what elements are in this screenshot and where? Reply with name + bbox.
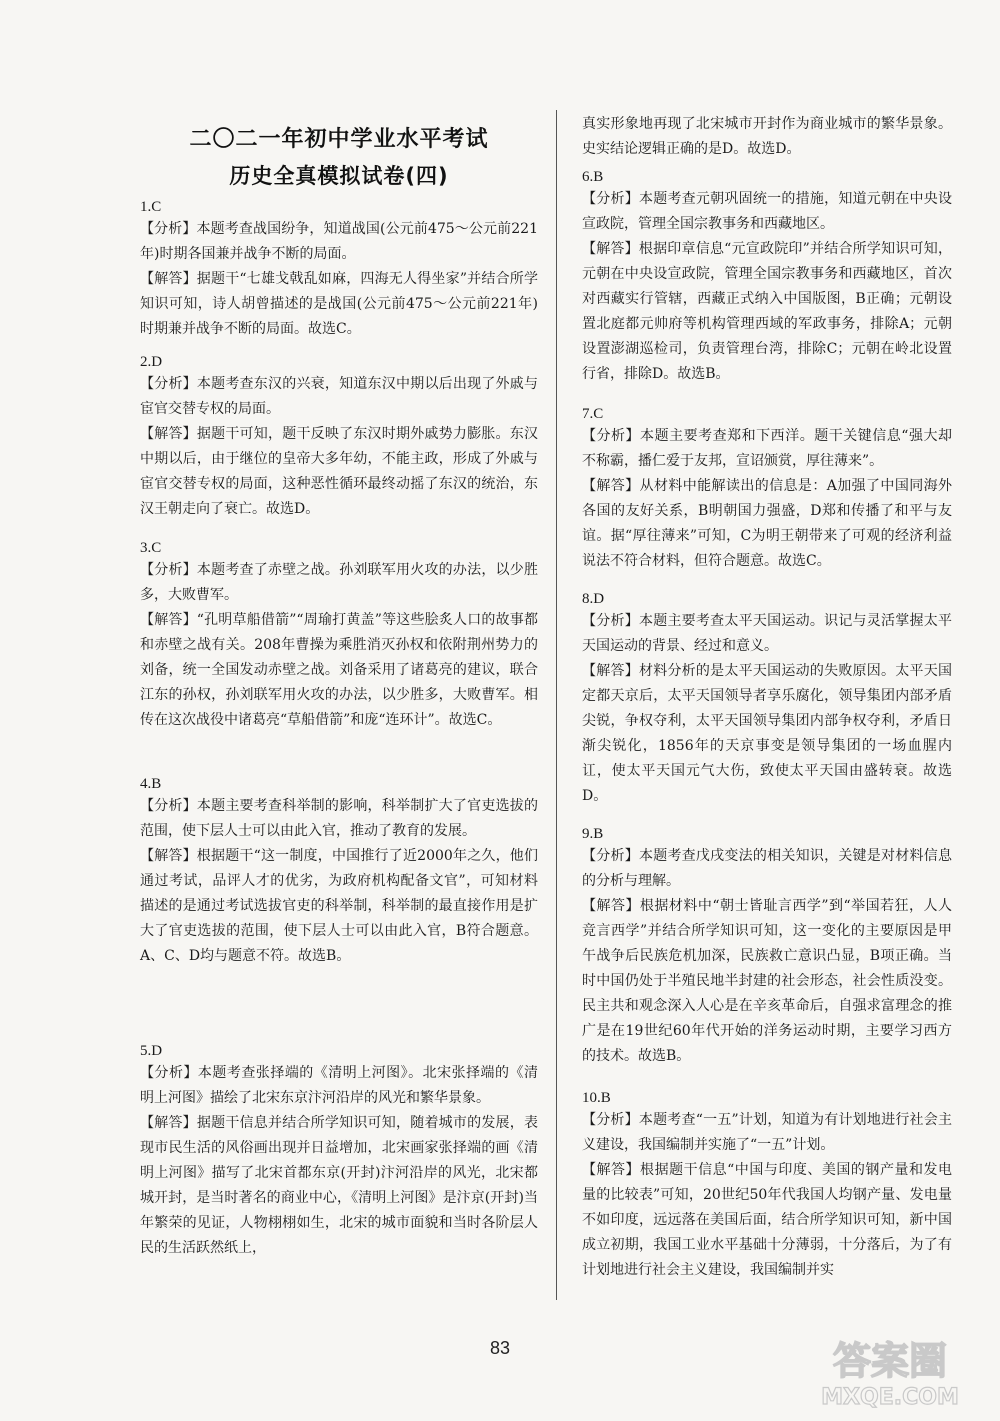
question-1 bbox=[140, 197, 538, 342]
answer-text: 【解答】据题干“七雄戈戟乱如麻，四海无人得坐家”并结合所学知识可知，诗人胡曾描述的是战国(公元前475～公元前221年)时期兼并战争不断的局面。故选C。 bbox=[140, 271, 538, 337]
question-number: 6.B bbox=[582, 169, 604, 185]
answer-text: 【解答】“孔明草船借箭”“周瑜打黄盖”等这些脍炙人口的故事都和赤壁之战有关。208年曹操为乘胜消灭孙权和依附荆州势力的刘备，统一全国发动赤壁之战。刘备采用了诸葛亮的建议，联合江东的孙权，孙刘联军用火攻的办法，以少胜多，大败曹军。相传在这次战役中诸葛亮“草船借箭”和庞“连环计”。故选C。 bbox=[140, 612, 538, 728]
question-number: 8.D bbox=[582, 591, 605, 607]
analysis-text: 【分析】本题考查戊戌变法的相关知识，关键是对材料信息的分析与理解。 bbox=[582, 848, 952, 889]
answer-text: 【解答】从材料中能解读出的信息是：A加强了中国同海外各国的友好关系，B明朝国力强盛，D郑和传播了和平与友谊。据“厚往薄来”可知，C为明王朝带来了可观的经济利益说法不符合材料，但符合题意。故选C。 bbox=[582, 478, 952, 569]
analysis-text: 【分析】本题考查战国纷争，知道战国(公元前475～公元前221年)时期各国兼并战争不断的局面。 bbox=[140, 221, 538, 262]
question-number: 3.C bbox=[140, 540, 162, 556]
question-6 bbox=[582, 167, 952, 387]
question-number: 2.D bbox=[140, 354, 163, 370]
answer-text: 【解答】据题干可知，题干反映了东汉时期外戚势力膨胀。东汉中期以后，由于继位的皇帝大多年幼，不能主政，形成了外戚与宦官交替专权的局面，这种恶性循环最终动摇了东汉的统治，东汉王朝走向了衰亡。故选D。 bbox=[140, 426, 538, 517]
analysis-text: 【分析】本题主要考查科举制的影响，科举制扩大了官吏选拔的范围，使下层人士可以由此入官，推动了教育的发展。 bbox=[140, 798, 538, 839]
page-number: 83 bbox=[489, 1338, 511, 1358]
watermark-logo bbox=[790, 1330, 990, 1410]
answer-text: 【解答】据题干信息并结合所学知识可知，随着城市的发展，表现市民生活的风俗画出现并日益增加，北宋画家张择端的画《清明上河图》描写了北宋首都东京(开封)汴河沿岸的风光，北宋都城开封，是当时著名的商业中心，《清明上河图》是汴京(开封)当年繁荣的见证，人物栩栩如生，北宋的城市面貌和当时各阶层人民的生活跃然纸上， bbox=[140, 1115, 538, 1256]
question-number: 5.D bbox=[140, 1043, 163, 1059]
question-2 bbox=[140, 352, 538, 522]
question-7 bbox=[582, 404, 952, 574]
analysis-text: 【分析】本题考查“一五”计划，知道为有计划地进行社会主义建设，我国编制并实施了“一五”计划。 bbox=[582, 1112, 952, 1153]
question-3 bbox=[140, 538, 538, 733]
analysis-text: 【分析】本题主要考查郑和下西洋。题干关键信息“强大却不称霸，播仁爱于友邦，宣诏颁赏，厚往薄来”。 bbox=[582, 428, 952, 469]
analysis-text: 【分析】本题考查东汉的兴衰，知道东汉中期以后出现了外戚与宦官交替专权的局面。 bbox=[140, 376, 538, 417]
watermark-top-text: 答案圈 bbox=[832, 1339, 948, 1383]
continued-text: 真实形象地再现了北宋城市开封作为商业城市的繁华景象。史实结论逻辑正确的是D。故选D。 bbox=[582, 116, 952, 157]
question-5-continued bbox=[582, 112, 952, 162]
question-number: 9.B bbox=[582, 826, 604, 842]
question-10 bbox=[582, 1088, 952, 1283]
page-title: 二〇二一年初中学业水平考试 bbox=[189, 127, 489, 152]
question-number: 4.B bbox=[140, 776, 162, 792]
answer-text: 【解答】根据材料中“朝士皆耻言西学”到“举国若狂，人人竞言西学”并结合所学知识可知，这一变化的主要原因是甲午战争后民族危机加深，民族救亡意识凸显，B项正确。当时中国仍处于半殖民地半封建的社会形态，社会性质没变。民主共和观念深入人心是在辛亥革命后，自强求富理念的推广是在19世纪60年代开始的洋务运动时期，主要学习西方的技术。故选B。 bbox=[582, 898, 952, 1064]
analysis-text: 【分析】本题考查张择端的《清明上河图》。北宋张择端的《清明上河图》描绘了北宋东京汴河沿岸的风光和繁华景象。 bbox=[140, 1065, 538, 1106]
analysis-text: 【分析】本题考查了赤壁之战。孙刘联军用火攻的办法，以少胜多，大败曹军。 bbox=[140, 562, 538, 603]
question-8 bbox=[582, 589, 952, 809]
answer-text: 【解答】材料分析的是太平天国运动的失败原因。太平天国定都天京后，太平天国领导者享乐腐化，领导集团内部矛盾尖锐，争权夺利，太平天国领导集团内部争权夺利，矛盾日渐尖锐化，1856年的天京事变是领导集团的一场血腥内讧，使太平天国元气大伤，致使太平天国由盛转衰。故选D。 bbox=[582, 663, 952, 804]
question-number: 1.C bbox=[140, 199, 162, 215]
answer-text: 【解答】根据题干“这一制度，中国推行了近2000年之久，他们通过考试，品评人才的优劣，为政府机构配备文官”，可知材料描述的是通过考试选拔官吏的科举制，科举制的最直接作用是扩大了官吏选拔的范围，使下层人士可以由此入官，B符合题意。A、C、D均与题意不符。故选B。 bbox=[140, 848, 538, 964]
question-5 bbox=[140, 1041, 538, 1261]
question-9 bbox=[582, 824, 952, 1069]
question-number: 10.B bbox=[582, 1090, 611, 1106]
analysis-text: 【分析】本题考查元朝巩固统一的措施，知道元朝在中央设宣政院，管理全国宗教事务和西藏地区。 bbox=[582, 191, 952, 232]
column-divider bbox=[556, 110, 557, 1300]
answer-text: 【解答】根据印章信息“元宣政院印”并结合所学知识可知，元朝在中央设宣政院，管理全国宗教事务和西藏地区，首次对西藏实行管辖，西藏正式纳入中国版图，B正确；元朝设置北庭都元帅府等机构管理西域的军政事务，排除A；元朝设置澎湖巡检司，负责管理台湾，排除C；元朝在岭北设置行省，排除D。故选B。 bbox=[582, 241, 952, 382]
question-number: 7.C bbox=[582, 406, 604, 422]
answer-text: 【解答】根据题干信息“中国与印度、美国的钢产量和发电量的比较表”可知，20世纪50年代我国人均钢产量、发电量不如印度，远远落在美国后面，结合所学知识可知，新中国成立初期，我国工业水平基础十分薄弱，十分落后，为了有计划地进行社会主义建设，我国编制并实 bbox=[582, 1162, 952, 1278]
page-subtitle: 历史全真模拟试卷(四) bbox=[229, 164, 449, 188]
analysis-text: 【分析】本题主要考查太平天国运动。识记与灵活掌握太平天国运动的背景、经过和意义。 bbox=[582, 613, 952, 654]
question-4 bbox=[140, 774, 538, 969]
watermark-bottom-text: MXQE.COM bbox=[821, 1385, 959, 1410]
